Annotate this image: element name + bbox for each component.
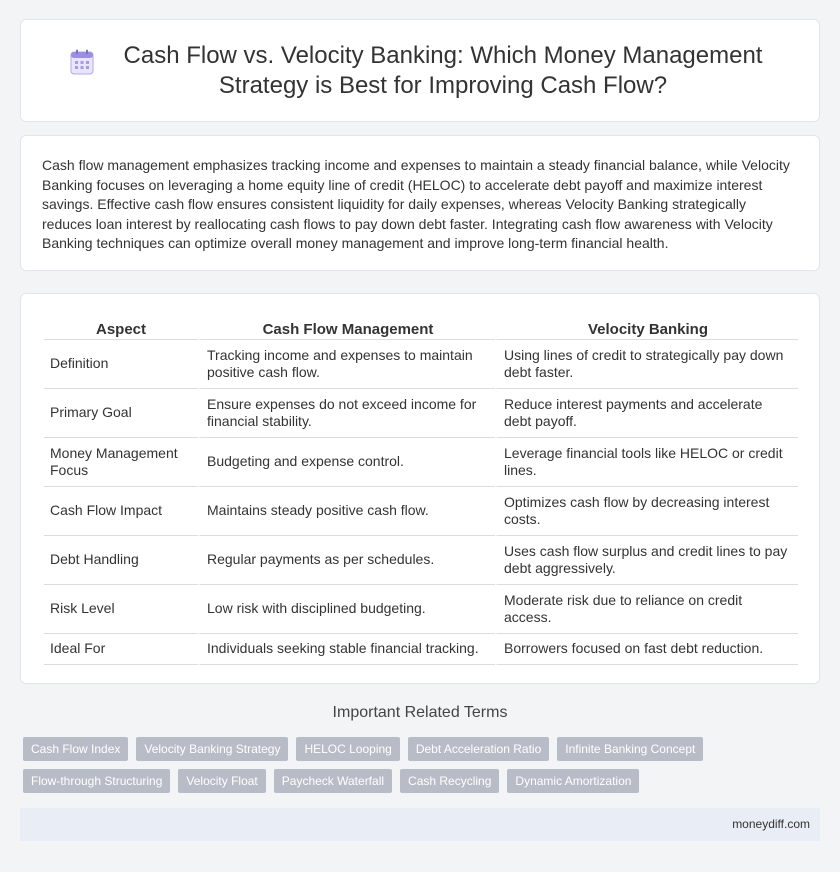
table-cell-velocity-banking: Leverage financial tools like HELOC or credit lines. bbox=[495, 438, 798, 487]
comparison-table bbox=[44, 312, 798, 665]
footer-site[interactable]: moneydiff.com bbox=[732, 817, 810, 831]
tag-cash-recycling[interactable]: Cash Recycling bbox=[400, 769, 499, 793]
tag-heloc-looping[interactable]: HELOC Looping bbox=[296, 737, 399, 761]
table-cell-cash-flow: Regular payments as per schedules. bbox=[198, 536, 495, 585]
table-header-row bbox=[44, 312, 798, 340]
table-row bbox=[44, 438, 798, 487]
table-cell-cash-flow: Tracking income and expenses to maintain positive cash flow. bbox=[198, 340, 495, 389]
title-card bbox=[20, 19, 820, 122]
table-row bbox=[44, 389, 798, 438]
table-cell-velocity-banking: Using lines of credit to strategically pay down debt faster. bbox=[495, 340, 798, 389]
column-header-cash-flow: Cash Flow Management bbox=[198, 312, 495, 340]
tag-infinite-banking-concept[interactable]: Infinite Banking Concept bbox=[557, 737, 703, 761]
tag-velocity-banking-strategy[interactable]: Velocity Banking Strategy bbox=[136, 737, 288, 761]
tag-flow-through-structuring[interactable]: Flow-through Structuring bbox=[23, 769, 170, 793]
column-header-aspect: Aspect bbox=[44, 312, 198, 340]
tag-row bbox=[23, 737, 823, 761]
table-cell-velocity-banking: Optimizes cash flow by decreasing interest costs. bbox=[495, 487, 798, 536]
table-row bbox=[44, 585, 798, 634]
table-cell-cash-flow: Individuals seeking stable financial tracking. bbox=[198, 634, 495, 665]
table-cell-aspect: Ideal For bbox=[44, 634, 198, 665]
tag-paycheck-waterfall[interactable]: Paycheck Waterfall bbox=[274, 769, 392, 793]
calendar-icon bbox=[70, 49, 94, 75]
table-cell-aspect: Definition bbox=[44, 340, 198, 389]
table-cell-cash-flow: Ensure expenses do not exceed income for financial stability. bbox=[198, 389, 495, 438]
related-terms-tags bbox=[23, 737, 823, 801]
intro-paragraph: Cash flow management emphasizes tracking income and expenses to maintain a steady financial balance, while Velocity Banking focuses on leveraging a home equity line of credit (HELOC) to accelerate debt payoff and maximize interest savings. Effective cash flow ensures consistent liquidity for daily expenses, whereas Velocity Banking strategically reduces loan interest by reallocating cash flows to pay down debt faster. Integrating cash flow awareness with Velocity Banking techniques can optimize overall money management and improve long-term financial health. bbox=[42, 157, 790, 251]
table-row bbox=[44, 634, 798, 665]
table-cell-aspect: Debt Handling bbox=[44, 536, 198, 585]
comparison-table-card bbox=[20, 293, 820, 684]
tag-debt-acceleration-ratio[interactable]: Debt Acceleration Ratio bbox=[408, 737, 549, 761]
page-title: Cash Flow vs. Velocity Banking: Which Money Management Strategy is Best for Improving Cash Flow? bbox=[123, 41, 763, 99]
footer bbox=[20, 808, 820, 841]
tag-velocity-float[interactable]: Velocity Float bbox=[178, 769, 265, 793]
tag-cash-flow-index[interactable]: Cash Flow Index bbox=[23, 737, 128, 761]
table-cell-velocity-banking: Uses cash flow surplus and credit lines to pay debt aggressively. bbox=[495, 536, 798, 585]
table-row bbox=[44, 340, 798, 389]
table-cell-cash-flow: Low risk with disciplined budgeting. bbox=[198, 585, 495, 634]
tag-dynamic-amortization[interactable]: Dynamic Amortization bbox=[507, 769, 639, 793]
table-cell-velocity-banking: Moderate risk due to reliance on credit access. bbox=[495, 585, 798, 634]
column-header-velocity-banking: Velocity Banking bbox=[495, 312, 798, 340]
table-cell-cash-flow: Maintains steady positive cash flow. bbox=[198, 487, 495, 536]
table-cell-aspect: Money Management Focus bbox=[44, 438, 198, 487]
table-cell-aspect: Risk Level bbox=[44, 585, 198, 634]
table-cell-cash-flow: Budgeting and expense control. bbox=[198, 438, 495, 487]
tag-row bbox=[23, 769, 823, 793]
table-cell-velocity-banking: Borrowers focused on fast debt reduction. bbox=[495, 634, 798, 665]
table-cell-aspect: Cash Flow Impact bbox=[44, 487, 198, 536]
table-cell-velocity-banking: Reduce interest payments and accelerate debt payoff. bbox=[495, 389, 798, 438]
table-row bbox=[44, 487, 798, 536]
table-cell-aspect: Primary Goal bbox=[44, 389, 198, 438]
related-terms-heading: Important Related Terms bbox=[332, 704, 508, 721]
intro-card bbox=[20, 135, 820, 271]
title-wrap bbox=[70, 41, 770, 101]
table-row bbox=[44, 536, 798, 585]
